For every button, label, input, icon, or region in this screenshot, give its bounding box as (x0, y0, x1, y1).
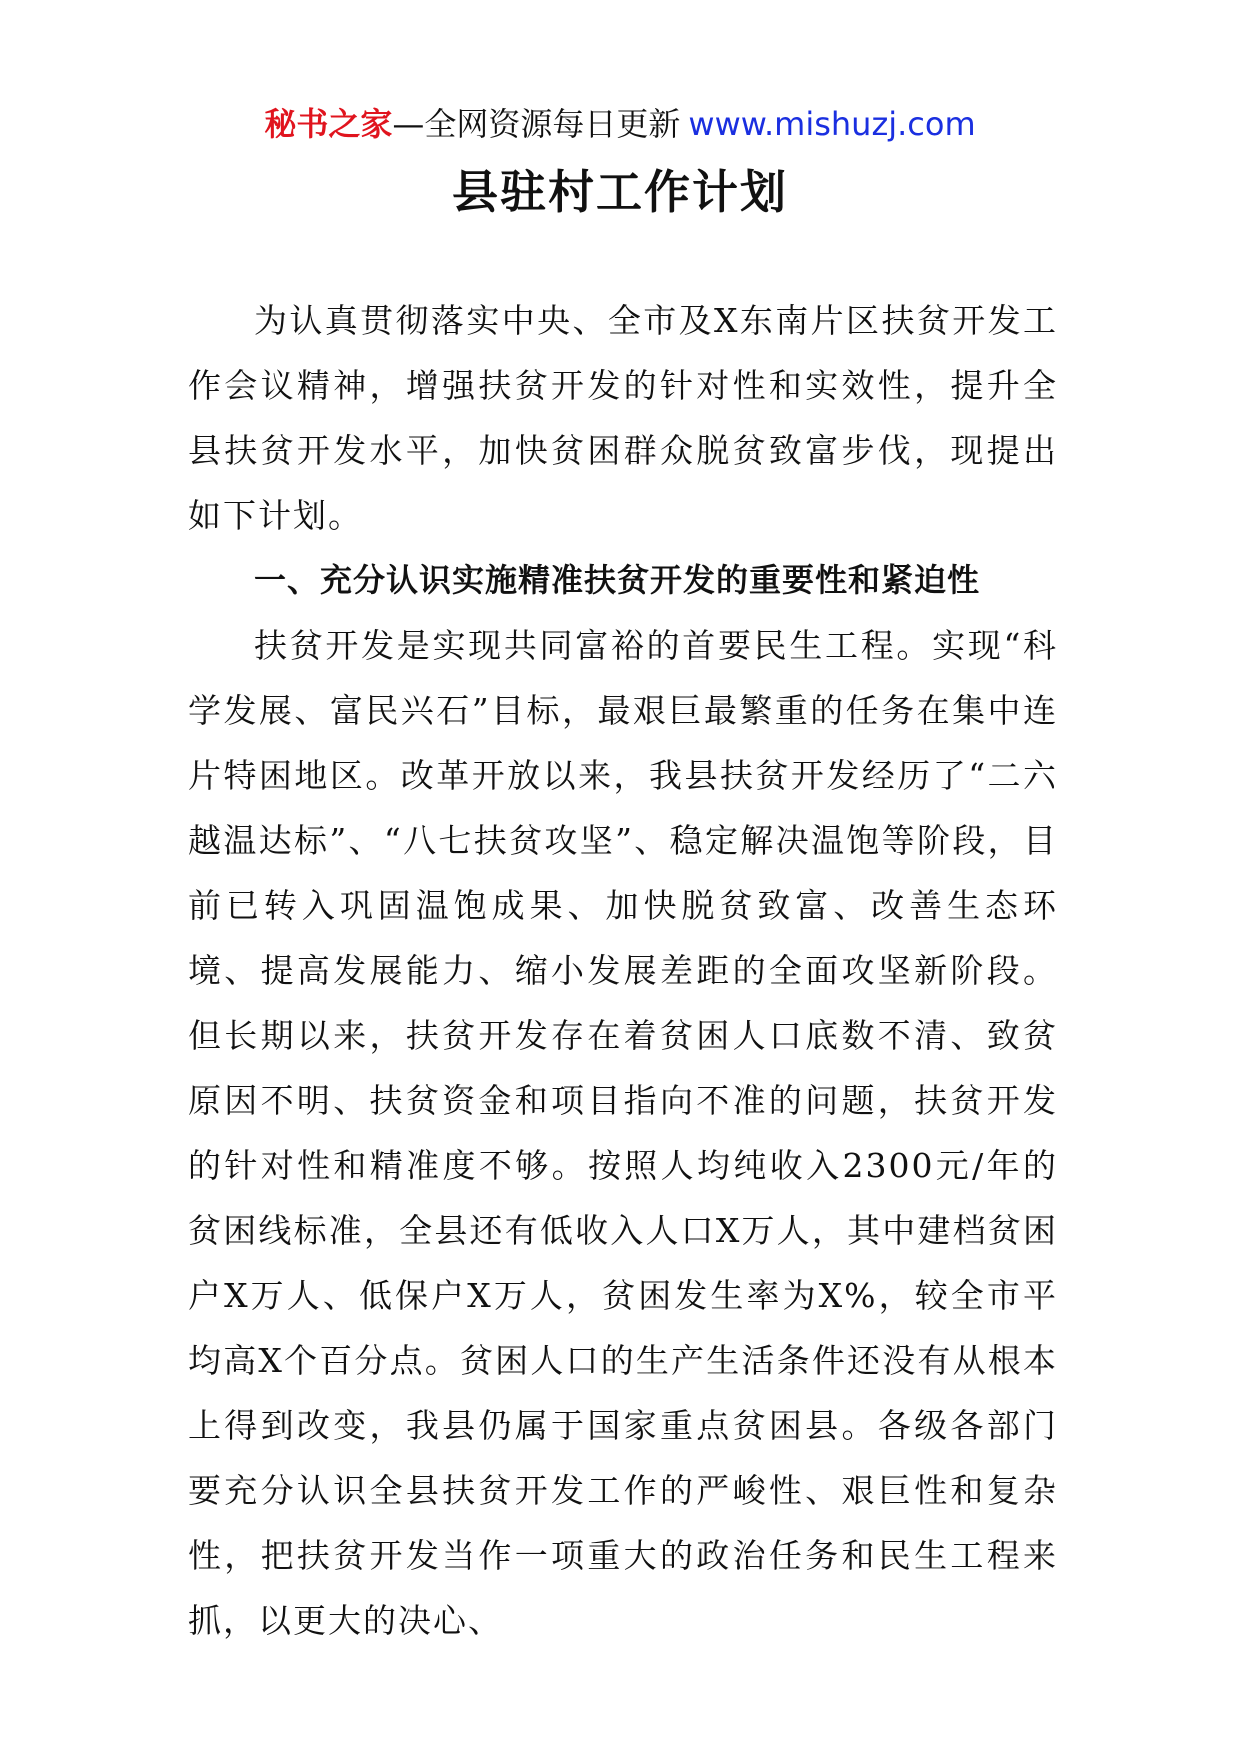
section-1-paragraph: 扶贫开发是实现共同富裕的首要民生工程。实现“科学发展、富民兴石”目标，最艰巨最繁重的任务在集中连片特困地区。改革开放以来，我县扶贫开发经历了“二六越温达标”、“八七扶贫攻坚”、稳定解决温饱等阶段，目前已转入巩固温饱成果、加快脱贫致富、改善生态环境、提高发展能力、缩小发展差距的全面攻坚新阶段。但长期以来，扶贫开发存在着贫困人口底数不清、致贫原因不明、扶贫资金和项目指向不准的问题，扶贫开发的针对性和精准度不够。按照人均纯收入2300元/年的贫困线标准，全县还有低收入人口X万人，其中建档贫困户X万人、低保户X万人，贫困发生率为X%，较全市平均高X个百分点。贫困人口的生产生活条件还没有从根本上得到改变，我县仍属于国家重点贫困县。各级各部门要充分认识全县扶贫开发工作的严峻性、艰巨性和复杂性，把扶贫开发当作一项重大的政治任务和民生工程来抓，以更大的决心、 (188, 626, 1058, 1640)
watermark-header (0, 104, 1240, 144)
intro-paragraph: 为认真贯彻落实中央、全市及X东南片区扶贫开发工作会议精神，增强扶贫开发的针对性和实效性，提升全县扶贫开发水平，加快贫困群众脱贫致富步伐，现提出如下计划。 (188, 301, 1058, 535)
document-title: 县驻村工作计划 (452, 165, 788, 219)
header-tagline: —全网资源每日更新 (392, 105, 681, 143)
website-link[interactable]: www.mishuzj.com (688, 105, 976, 143)
brand-name: 秘书之家 (264, 105, 393, 143)
document-body (188, 288, 1058, 1653)
section-heading-1: 一、充分认识实施精准扶贫开发的重要性和紧迫性 (254, 561, 981, 599)
